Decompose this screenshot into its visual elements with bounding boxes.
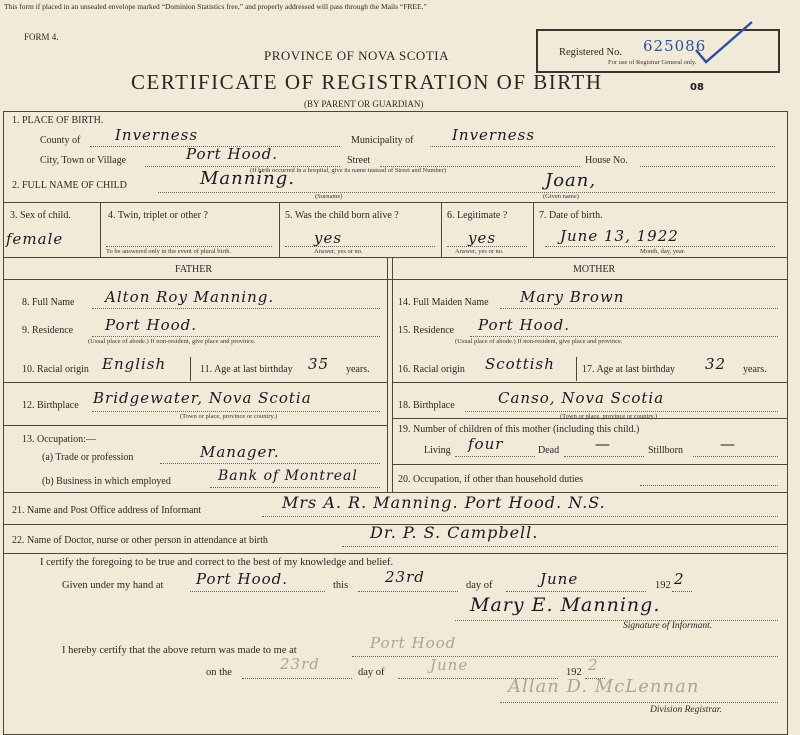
trade-value: Manager. — [200, 443, 280, 461]
surname-caption: (Surname) — [315, 193, 343, 200]
registrar-signature: Allan D. McLennan — [508, 676, 700, 697]
dob-note: Month, day, year. — [640, 248, 686, 255]
father-residence-label: 9. Residence — [22, 325, 74, 336]
year-prefix: 192 — [655, 580, 671, 591]
dob-label: 7. Date of birth. — [539, 210, 603, 221]
mother-heading: MOTHER — [573, 264, 616, 275]
mother-age-value: 32 — [705, 355, 727, 373]
check-mark-icon — [690, 18, 760, 68]
father-birthplace-label: 12. Birthplace — [22, 400, 79, 411]
mother-birthplace-note: (Town or place, province or country.) — [560, 413, 658, 420]
mother-birthplace-value: Canso, Nova Scotia — [498, 389, 665, 407]
born-alive-note: Answer, yes or no. — [314, 248, 363, 255]
mother-age-suffix: years. — [743, 364, 767, 375]
city-label: City, Town or Village — [40, 155, 127, 166]
born-alive-value: yes — [314, 229, 343, 247]
father-name-value: Alton Roy Manning. — [105, 288, 275, 306]
father-age-value: 35 — [308, 355, 330, 373]
twin-label: 4. Twin, triplet or other ? — [108, 210, 208, 221]
doctor-label: 22. Name of Doctor, nurse or other person in attendance at birth — [12, 535, 268, 546]
day-of-label: day of — [466, 580, 493, 591]
born-alive-label: 5. Was the child born alive ? — [285, 210, 399, 221]
registrar-year-suffix: 2 — [588, 656, 599, 674]
stillborn-value: — — [720, 435, 736, 453]
street-label: Street — [347, 155, 371, 166]
father-age-suffix: years. — [346, 364, 370, 375]
mother-residence-label: 15. Residence — [398, 325, 455, 336]
mother-age-label: 17. Age at last birthday — [582, 364, 676, 375]
twin-note: To be answered only in the event of plural birth. — [106, 248, 232, 255]
father-birthplace-note: (Town or place, province or country.) — [180, 413, 278, 420]
dob-value: June 13, 1922 — [560, 227, 679, 245]
given-name-caption: (Given name) — [543, 193, 579, 200]
form-number: FORM 4. — [24, 32, 59, 42]
place-of-birth-label: 1. PLACE OF BIRTH. — [12, 115, 104, 126]
mother-racial-value: Scottish — [485, 355, 555, 373]
father-residence-value: Port Hood. — [105, 316, 197, 334]
municipality-label: Municipality of — [351, 135, 414, 146]
mother-name-label: 14. Full Maiden Name — [398, 297, 489, 308]
province-heading: PROVINCE OF NOVA SCOTIA — [264, 48, 449, 63]
signature-caption: Signature of Informant. — [623, 621, 713, 631]
mother-residence-note: (Usual place of abode.) If non-resident, give place and province. — [455, 338, 623, 345]
county-label: County of — [40, 135, 81, 146]
father-racial-label: 10. Racial origin — [22, 364, 89, 375]
given-label: Given under my hand at — [62, 580, 164, 591]
trade-label: (a) Trade or profession — [42, 452, 134, 463]
dead-label: Dead — [538, 445, 560, 456]
registered-label: Registered No. — [559, 47, 622, 58]
certificate-title: CERTIFICATE OF REGISTRATION OF BIRTH — [131, 70, 603, 94]
registrar-day-of-label: day of — [358, 667, 385, 678]
business-label: (b) Business in which employed — [42, 476, 171, 487]
on-the-label: on the — [206, 667, 232, 678]
sex-label: 3. Sex of child. — [10, 210, 71, 221]
father-birthplace-value: Bridgewater, Nova Scotia — [93, 389, 312, 407]
father-racial-value: English — [102, 355, 167, 373]
registered-number: 625086 — [643, 37, 707, 55]
day-value: 23rd — [385, 568, 425, 586]
mother-name-value: Mary Brown — [520, 288, 625, 306]
child-given-name: Joan, — [545, 170, 597, 191]
county-value: Inverness — [115, 126, 199, 144]
registrar-year-prefix: 192 — [566, 667, 582, 678]
child-surname: Manning. — [200, 168, 295, 189]
given-place: Port Hood. — [196, 570, 288, 588]
informant-value: Mrs A. R. Manning. Port Hood. N.S. — [282, 493, 606, 512]
father-name-label: 8. Full Name — [22, 297, 75, 308]
mail-note: This form if placed in an unsealed envelope marked “Dominion Statistics free,” and properly addressed will pass through the Mails “FREE.” — [4, 2, 427, 11]
city-value: Port Hood. — [186, 145, 278, 163]
living-label: Living — [424, 445, 451, 456]
registrar-caption: Division Registrar. — [650, 705, 722, 715]
registrar-general-note: For use of Registrar General only. — [608, 59, 697, 66]
occupation-label: 13. Occupation:— — [22, 434, 96, 445]
children-count-label: 19. Number of children of this mother (including this child.) — [398, 424, 640, 435]
mother-racial-label: 16. Racial origin — [398, 364, 465, 375]
informant-label: 21. Name and Post Office address of Informant — [12, 505, 202, 516]
year-suffix: 2 — [674, 570, 685, 588]
corner-mark: 08 — [690, 82, 704, 93]
father-age-label: 11. Age at last birthday — [200, 364, 293, 375]
mother-birthplace-label: 18. Birthplace — [398, 400, 455, 411]
certificate-subtitle: (BY PARENT OR GUARDIAN) — [304, 99, 424, 109]
legitimate-note: Answer, yes or no. — [455, 248, 504, 255]
mother-occupation-label: 20. Occupation, if other than household duties — [398, 474, 583, 485]
municipality-value: Inverness — [452, 126, 536, 144]
living-value: four — [468, 435, 504, 453]
sex-value: female — [6, 230, 64, 248]
hospital-note: (If birth occurred in a hospital, give its name instead of Street and Number) — [250, 167, 447, 174]
house-number-label: House No. — [585, 155, 628, 166]
mother-residence-value: Port Hood. — [478, 316, 570, 334]
father-residence-note: (Usual place of abode.) If non-resident, give place and province. — [88, 338, 256, 345]
father-heading: FATHER — [175, 264, 213, 275]
informant-signature: Mary E. Manning. — [470, 594, 661, 616]
registrar-day: 23rd — [280, 655, 320, 673]
registrar-month: June — [430, 656, 469, 674]
registrar-certify-text: I hereby certify that the above return was made to me at — [62, 645, 297, 656]
month-value: June — [540, 570, 579, 588]
child-name-label: 2. FULL NAME OF CHILD — [12, 180, 127, 191]
this-label: this — [333, 580, 349, 591]
registrar-place: Port Hood — [370, 634, 457, 652]
stillborn-label: Stillborn — [648, 445, 684, 456]
doctor-value: Dr. P. S. Campbell. — [370, 523, 539, 542]
legitimate-value: yes — [468, 229, 497, 247]
dead-value: — — [595, 435, 611, 453]
legitimate-label: 6. Legitimate ? — [447, 210, 508, 221]
certify-text: I certify the foregoing to be true and correct to the best of my knowledge and belief. — [40, 557, 394, 568]
business-value: Bank of Montreal — [218, 468, 358, 484]
